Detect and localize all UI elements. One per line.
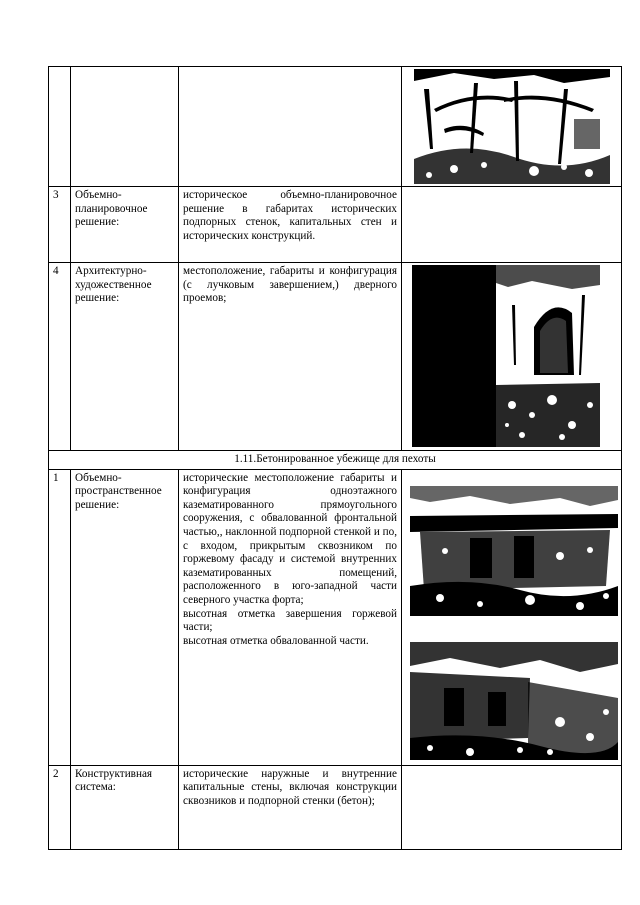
row-photo-cell xyxy=(402,263,622,451)
row-element-name: Объемно-пространственное решение: xyxy=(71,469,179,765)
row-photo-cell xyxy=(402,67,622,187)
table-row xyxy=(49,263,622,451)
row-element-name: Объемно-планировочное решение: xyxy=(71,187,179,263)
table-row xyxy=(49,67,622,187)
row-element-name: Конструктивная система: xyxy=(71,765,179,849)
section-row xyxy=(49,451,622,470)
photo-arched-doorway xyxy=(412,265,600,447)
description-paragraph: местоположение, габариты и конфигурация (с лучковым завершением,) дверного проемов; xyxy=(183,265,397,305)
row-number: 1 xyxy=(49,469,71,765)
description-paragraph: высотная отметка завершения горжевой части; xyxy=(183,607,397,634)
row-description xyxy=(179,469,402,765)
description-paragraph: исторические местоположение габариты и конфигурация одноэтажного казематированного прямоугольного сооружения, с обвалованной фронтальной частью,, наклонной подпорной стенкой и по, с входом, прикрытым сквозником по горжевому фасаду и системой внутренних казематированных помещений, расположенного в юго-западной части северного участка форта; xyxy=(183,471,397,606)
row-element-name: Архитектурно-художественное решение: xyxy=(71,263,179,451)
row-description xyxy=(179,263,402,451)
row-description xyxy=(179,67,402,187)
row-number xyxy=(49,67,71,187)
row-element-name xyxy=(71,67,179,187)
section-title: 1.11.Бетонированное убежище для пехоты xyxy=(49,451,622,470)
row-number: 3 xyxy=(49,187,71,263)
row-number: 2 xyxy=(49,765,71,849)
table-row xyxy=(49,187,622,263)
row-photo-cell xyxy=(402,765,622,849)
photo-bunker-front xyxy=(410,486,618,616)
photo-forest-ruins xyxy=(414,69,610,184)
row-description xyxy=(179,187,402,263)
row-description xyxy=(179,765,402,849)
table-row xyxy=(49,765,622,849)
table-row xyxy=(49,469,622,765)
row-number: 4 xyxy=(49,263,71,451)
photo-bunker-overgrown xyxy=(410,642,618,760)
protection-subject-table xyxy=(48,66,622,850)
row-photo-cell xyxy=(402,469,622,765)
description-paragraph: исторические наружные и внутренние капитальные стены, включая конструкции сквозников и подпорной стенки (бетон); xyxy=(183,767,397,807)
description-paragraph: историческое объемно-планировочное решение в габаритах исторических подпорных стенок, капитальных стен и исторических конструкций. xyxy=(183,189,397,242)
row-photo-cell xyxy=(402,187,622,263)
description-paragraph: высотная отметка обвалованной части. xyxy=(183,634,369,647)
